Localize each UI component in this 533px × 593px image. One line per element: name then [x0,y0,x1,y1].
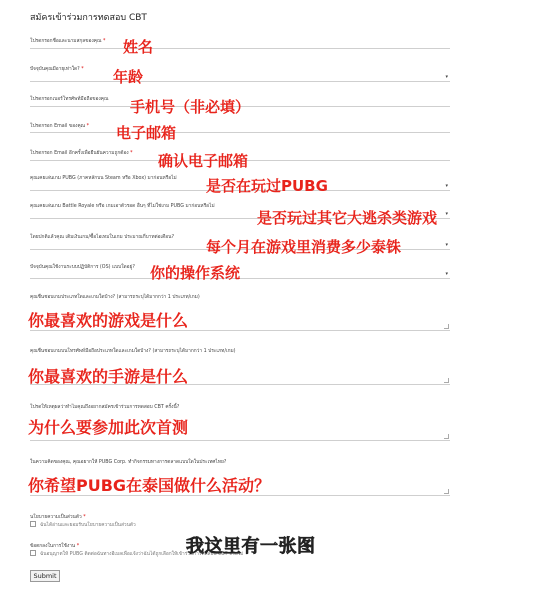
resize-handle-icon[interactable] [444,378,449,383]
annotation-favorite-mobile: 你最喜欢的手游是什么 [28,367,189,386]
field-label-battle-royale: คุณเคยเล่นเกม Battle Royale หรือ เกมเอาตัวรอด อื่นๆ ที่ไม่ใช่เกม PUBG มาก่อนหรือไม่ [30,204,215,209]
email-input[interactable] [30,125,450,133]
form-title: สมัครเข้าร่วมการทดสอบ CBT [30,13,147,23]
terms-title: ข้อตกลงในการใช้งาน * [30,544,80,549]
field-label-favorite-games: คุณชื่นชอบเกมประเภทใดและเกมใดบ้าง? (สามารถระบุได้มากกว่า 1 ประเภท/เกม) [30,295,200,300]
terms-checkbox[interactable] [30,550,36,556]
resize-handle-icon[interactable] [444,324,449,329]
annotation-phone: 手机号（非必填） [130,98,251,116]
field-label-spending: โดยปกติแล้วคุณ เติมเงินเกม/ซื้อไอเทมในเกม ประมาณกี่บาทต่อเดือน? [30,235,174,240]
privacy-policy-text: ฉันได้อ่านและยอมรับนโยบายความเป็นส่วนตัว [40,523,136,528]
chevron-down-icon: ▾ [445,211,448,217]
field-label-marketing: ในความคิดของคุณ, คุณอยากให้ PUBG Corp. ทำกิจกรรมทางการตลาดแบบใดในประเทศไทย? [30,460,227,465]
annotation-favorite-games: 你最喜欢的游戏是什么 [28,311,189,330]
chevron-down-icon: ▾ [445,271,448,277]
field-label-os: ปัจจุบันคุณใช้งานระบบปฏิบัติการ (OS) แบบใดอยู่? [30,265,135,270]
annotation-email: 电子邮箱 [116,124,177,142]
age-select[interactable] [30,72,450,82]
annotation-name: 姓名 [123,38,154,56]
field-label-favorite-mobile: คุณชื่นชอบเกมบนโทรศัพท์มือถือประเภทใดและเกมใดบ้าง? (สามารถระบุได้มากกว่า 1 ประเภท/เกม) [30,349,236,354]
annotation-spending: 每个月在游戏里消费多少泰铢 [206,238,402,256]
submit-button[interactable]: Submit [30,570,60,582]
field-label-name: โปรดกรอกชื่อและนามสกุลของคุณ * [30,39,106,44]
privacy-policy-checkbox[interactable] [30,521,36,527]
field-label-age: ปัจจุบันคุณมีอายุเท่าใด? * [30,67,84,72]
annotation-email-confirm: 确认电子邮箱 [158,152,249,170]
chevron-down-icon: ▾ [445,183,448,189]
annotation-age: 年龄 [113,68,144,86]
field-label-played-pubg: คุณเคยเล่นเกม PUBG (ภาคหลักบน Steam หรือ Xbox) มาก่อนหรือไม่ [30,176,177,181]
field-label-phone: โปรดกรอกเบอร์โทรศัพท์มือถือของคุณ [30,97,109,102]
name-input[interactable] [30,41,450,49]
field-label-email-confirm: โปรดกรอก Email อีกครั้งเพื่อยืนยันความถูกต้อง * [30,151,133,156]
field-label-email: โปรดกรอก Email ของคุณ * [30,124,90,129]
annotation-os: 你的操作系统 [150,264,241,282]
annotation-battle-royale: 是否玩过其它大逃杀类游戏 [257,209,438,227]
annotation-reason: 为什么要参加此次首测 [28,418,189,437]
annotation-played-pubg: 是否在玩过PUBG [206,177,328,195]
chevron-down-icon: ▾ [445,242,448,248]
resize-handle-icon[interactable] [444,434,449,439]
overlay-caption: 我这里有一张图 [186,536,316,557]
terms-text: ฉันอนุญาตให้ PUBG ติดต่อฉันทางอีเมลเพื่อแจ้งว่าฉันได้ถูกเลือกให้เข้าร่วมการทดสอบ CBT หรือไม่ [40,552,244,557]
chevron-down-icon: ▾ [445,74,448,80]
field-label-reason: โปรดให้เหตุผลว่าทำไมคุณถึงอยากสมัครเข้าร่วมการทดสอบ CBT ครั้งนี้? [30,405,180,410]
privacy-policy-title: นโยบายความเป็นส่วนตัว * [30,515,86,520]
annotation-marketing: 你希望PUBG在泰国做什么活动？ [28,476,271,495]
resize-handle-icon[interactable] [444,489,449,494]
